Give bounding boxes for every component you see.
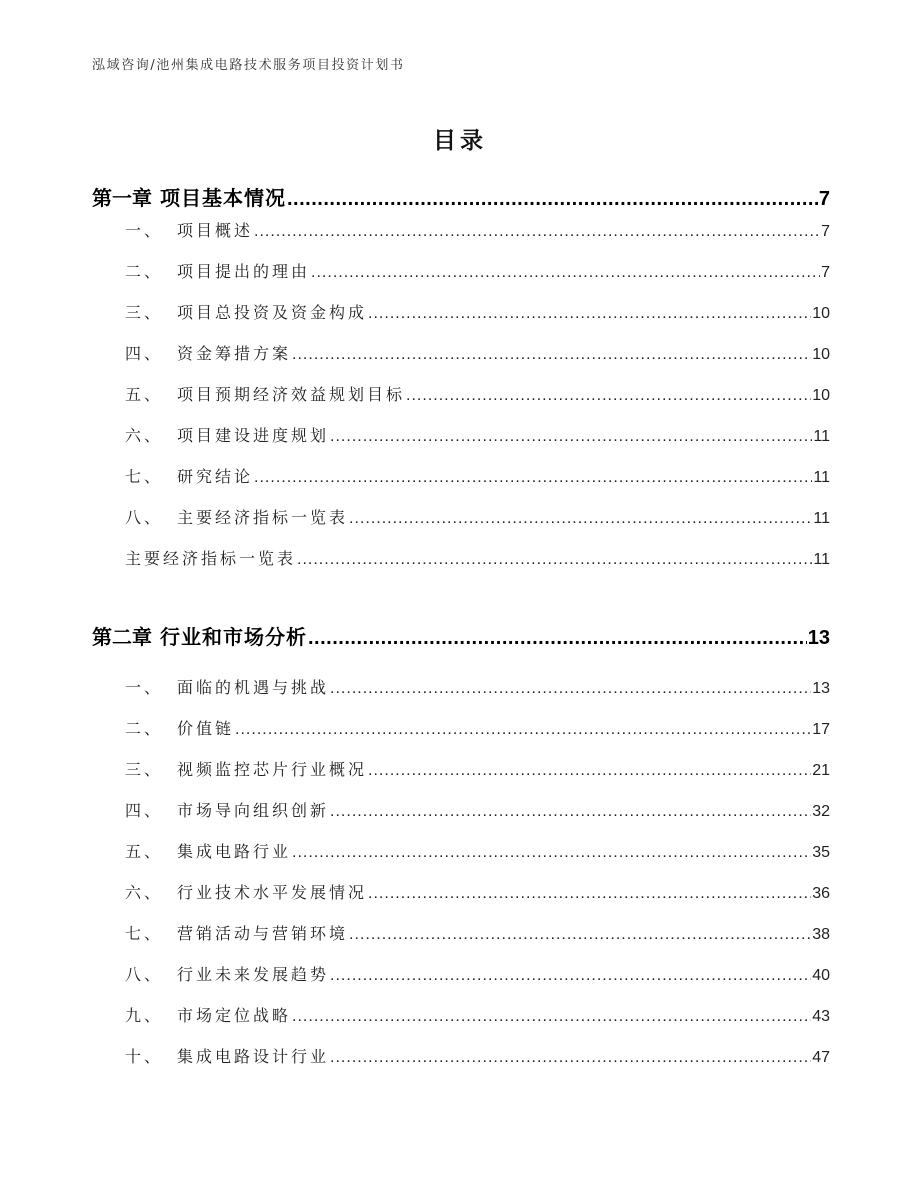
toc-entry-label: 价值链	[177, 719, 235, 738]
toc-entry-number: 五、	[125, 842, 164, 861]
toc-entry-label: 主要经济指标一览表	[125, 549, 297, 568]
toc-entry-page: 47	[812, 1049, 830, 1066]
running-header: 泓域咨询/池州集成电路技术服务项目投资计划书	[92, 58, 405, 73]
dot-leader	[292, 844, 811, 862]
toc-entry-number: 六、	[125, 426, 164, 445]
toc-entry-page: 7	[818, 188, 830, 210]
toc-entry-section[interactable]	[125, 757, 830, 783]
toc-entry-section[interactable]	[125, 880, 830, 906]
toc-entry-number: 一、	[125, 678, 164, 697]
toc-entry-label: 行业和市场分析	[160, 625, 307, 649]
toc-entry-section[interactable]	[125, 921, 830, 947]
toc-entry-table[interactable]	[125, 546, 830, 572]
toc-entry-page: 43	[812, 1008, 830, 1025]
toc-entry-page: 10	[812, 387, 830, 404]
toc-entry-number: 第二章	[92, 625, 152, 649]
toc-entry-page: 11	[813, 551, 830, 568]
dot-leader	[368, 305, 811, 323]
toc-entry-label: 市场定位战略	[177, 1006, 292, 1025]
toc-entry-number: 七、	[125, 467, 164, 486]
toc-entry-section[interactable]	[125, 382, 830, 408]
toc-entry-page: 10	[812, 305, 830, 322]
toc-entry-section[interactable]	[125, 464, 830, 490]
toc-entry-label: 项目提出的理由	[177, 262, 311, 281]
toc-entry-label: 集成电路行业	[177, 842, 292, 861]
toc-entry-label: 营销活动与营销环境	[177, 924, 349, 943]
toc-entry-label: 项目总投资及资金构成	[177, 303, 368, 322]
toc-entry-page: 11	[813, 510, 830, 527]
toc-entry-section[interactable]	[125, 259, 830, 285]
dot-leader	[297, 551, 812, 569]
dot-leader	[330, 803, 811, 821]
toc-entry-label: 面临的机遇与挑战	[177, 678, 330, 697]
dot-leader	[308, 627, 807, 650]
toc-entry-number: 二、	[125, 262, 164, 281]
dot-leader	[311, 264, 820, 282]
toc-entry-page: 35	[812, 844, 830, 861]
dot-leader	[292, 346, 811, 364]
toc-entry-page: 40	[812, 967, 830, 984]
toc-entry-section[interactable]	[125, 505, 830, 531]
toc-entry-number: 第一章	[92, 186, 152, 210]
toc-entry-page: 11	[813, 428, 830, 445]
dot-leader	[330, 967, 811, 985]
dot-leader	[368, 762, 811, 780]
toc-entry-section[interactable]	[125, 798, 830, 824]
toc-entry-number: 四、	[125, 801, 164, 820]
toc-entry-number: 八、	[125, 508, 164, 527]
toc-entry-number: 五、	[125, 385, 164, 404]
toc-entry-page: 17	[812, 721, 830, 738]
dot-leader	[254, 469, 812, 487]
dot-leader	[349, 926, 811, 944]
toc-entry-number: 八、	[125, 965, 164, 984]
dot-leader	[349, 510, 812, 528]
dot-leader	[235, 721, 811, 739]
toc-entry-label: 项目基本情况	[160, 186, 286, 210]
dot-leader	[330, 428, 812, 446]
toc-entry-number: 十、	[125, 1047, 164, 1066]
dot-leader	[254, 223, 820, 241]
toc-entry-number: 九、	[125, 1006, 164, 1025]
toc-entry-page: 32	[812, 803, 830, 820]
toc-entry-page: 38	[812, 926, 830, 943]
toc-entry-page: 13	[807, 627, 830, 649]
toc-entry-number: 二、	[125, 719, 164, 738]
toc-entry-page: 21	[812, 762, 830, 779]
toc-entry-label: 资金筹措方案	[177, 344, 292, 363]
toc-entry-section[interactable]	[125, 218, 830, 244]
toc-entry-section[interactable]	[125, 1044, 830, 1070]
toc-entry-section[interactable]	[125, 300, 830, 326]
toc-entry-page: 7	[821, 264, 830, 281]
dot-leader	[292, 1008, 811, 1026]
toc-entry-number: 三、	[125, 303, 164, 322]
dot-leader	[368, 885, 811, 903]
toc-entry-page: 7	[821, 223, 830, 240]
toc-entry-label: 视频监控芯片行业概况	[177, 760, 368, 779]
toc-entry-number: 三、	[125, 760, 164, 779]
toc-entry-page: 13	[812, 680, 830, 697]
toc-entry-section[interactable]	[125, 1003, 830, 1029]
toc-entry-number: 六、	[125, 883, 164, 902]
toc-entry-chapter-1[interactable]	[92, 182, 830, 212]
toc-title: 目录	[433, 128, 487, 154]
toc-entry-section[interactable]	[125, 423, 830, 449]
toc-entry-label: 项目预期经济效益规划目标	[177, 385, 406, 404]
toc-entry-page: 11	[813, 469, 830, 486]
toc-entry-label: 主要经济指标一览表	[177, 508, 349, 527]
toc-entry-section[interactable]	[125, 716, 830, 742]
toc-entry-label: 市场导向组织创新	[177, 801, 330, 820]
toc-entry-number: 一、	[125, 221, 164, 240]
toc-entry-label: 项目建设进度规划	[177, 426, 330, 445]
toc-entry-chapter-2[interactable]	[92, 621, 830, 651]
toc-entry-number: 四、	[125, 344, 164, 363]
toc-entry-label: 集成电路设计行业	[177, 1047, 330, 1066]
toc-entry-section[interactable]	[125, 341, 830, 367]
dot-leader	[287, 188, 818, 211]
toc-entry-label: 行业技术水平发展情况	[177, 883, 368, 902]
toc-entry-section[interactable]	[125, 839, 830, 865]
dot-leader	[406, 387, 811, 405]
toc-entry-number: 七、	[125, 924, 164, 943]
toc-entry-label: 项目概述	[177, 221, 254, 240]
toc-entry-label: 行业未来发展趋势	[177, 965, 330, 984]
dot-leader	[330, 680, 811, 698]
toc-entry-section[interactable]	[125, 962, 830, 988]
dot-leader	[330, 1049, 811, 1067]
toc-entry-section[interactable]	[125, 675, 830, 701]
toc-entry-page: 10	[812, 346, 830, 363]
toc-entry-label: 研究结论	[177, 467, 254, 486]
toc-entry-page: 36	[812, 885, 830, 902]
